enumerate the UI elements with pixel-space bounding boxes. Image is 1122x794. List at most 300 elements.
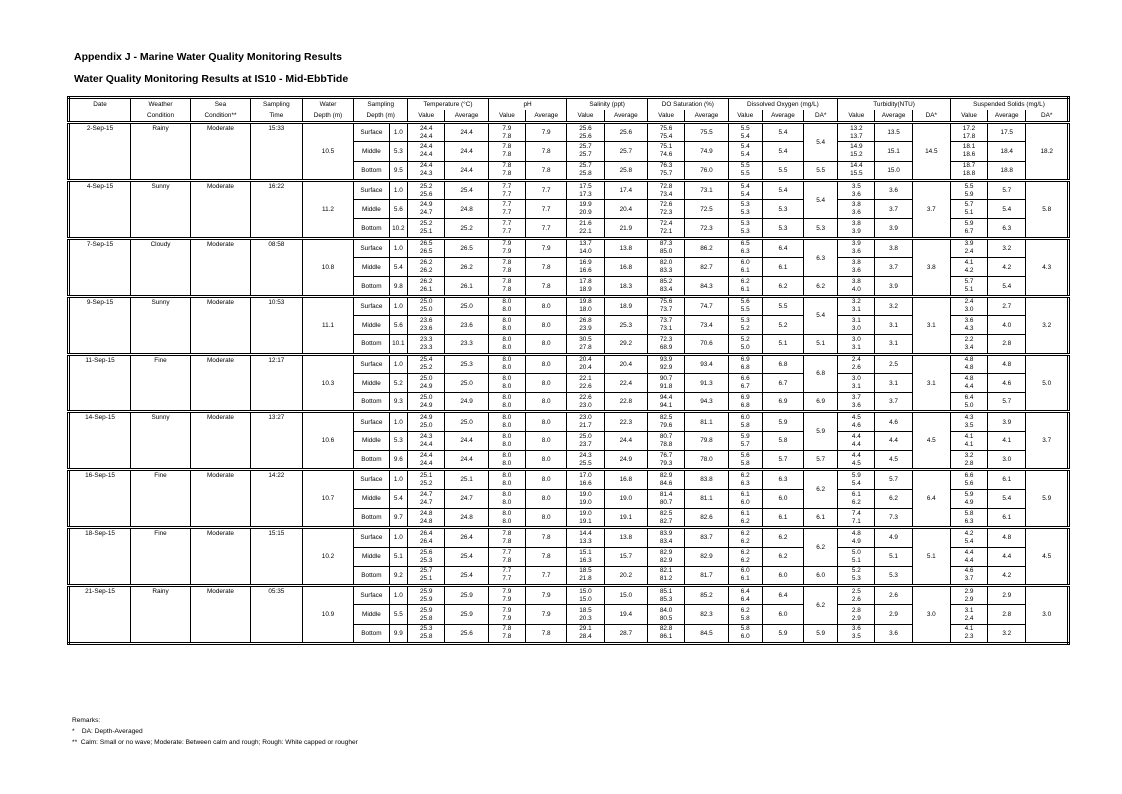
ph-values [488,315,525,334]
ph-values-reading-2: 8.0 [502,479,512,487]
turbidity-average: 3.8 [875,238,912,257]
dissolved-oxygen-da: 6.2 [804,470,838,509]
do-saturation-values-reading-1: 81.4 [659,490,673,498]
turbidity-values [838,586,875,605]
sampling-depth-cell: 1.0 [389,586,408,605]
salinity-values-reading-1: 16.9 [579,259,592,267]
do-saturation-values-reading-2: 82.7 [659,517,673,525]
do-saturation-values [648,624,685,643]
remarks-da-note: * DA: Depth-Averaged [72,728,143,735]
turbidity-values [838,161,875,180]
salinity-average: 18.9 [604,296,647,315]
dissolved-oxygen-da: 6.8 [804,354,838,393]
weather-cell: Rainy [131,586,191,644]
salinity-values-reading-2: 28.4 [579,633,592,641]
suspended-solids-average: 4.2 [988,258,1026,277]
salinity-values [567,451,604,470]
dissolved-oxygen-values-reading-2: 6.2 [740,556,750,564]
temperature-values-reading-2: 25.9 [419,595,433,603]
ph-average: 8.0 [525,412,566,431]
turbidity-values-reading-2: 15.5 [850,170,863,178]
sampling-level-cell: Surface [354,180,389,199]
sea-condition-cell: Moderate [191,586,251,644]
suspended-solids-values [950,605,987,624]
ph-values-reading-1: 8.0 [502,393,512,401]
sampling-level-cell: Middle [354,547,389,566]
do-saturation-values-reading-1: 82.0 [659,259,673,267]
ph-values-reading-1: 7.7 [502,220,512,228]
dissolved-oxygen-values [728,219,762,238]
ph-values-reading-2: 8.0 [502,422,512,430]
temperature-values-reading-2: 26.4 [419,537,433,545]
temperature-values [408,296,445,315]
suspended-solids-values [950,412,987,431]
sampling-level-cell: Bottom [354,508,389,527]
suspended-solids-values-reading-1: 4.3 [964,414,974,422]
suspended-solids-values-reading-1: 5.8 [964,509,974,517]
turbidity-values [838,354,875,373]
do-saturation-average: 81.1 [685,489,728,508]
do-saturation-values-reading-1: 72.3 [659,335,673,343]
sampling-depth-cell: 1.0 [389,238,408,257]
sampling-time-cell: 10:53 [250,296,302,354]
suspended-solids-values-reading-1: 4.1 [964,259,974,267]
suspended-solids-values-reading-1: 4.8 [964,375,974,382]
sampling-level-cell: Bottom [354,219,389,238]
suspended-solids-values [950,586,987,605]
sea-condition-cell: Moderate [191,354,251,412]
sampling-depth-cell: 5.3 [389,431,408,450]
turbidity-average: 3.9 [875,219,912,238]
turbidity-average: 4.4 [875,431,912,450]
temperature-values [408,393,445,412]
turbidity-values-reading-1: 3.7 [851,393,861,401]
salinity-values-reading-2: 19.1 [579,517,592,525]
dissolved-oxygen-da: 6.2 [804,586,838,625]
dissolved-oxygen-values [728,393,762,412]
do-saturation-values [648,508,685,527]
suspended-solids-values [950,258,987,277]
header-suspended-solids: Suspended Solids (mg/L) [950,98,1068,111]
sea-condition-cell: Moderate [191,412,251,470]
temperature-values-reading-2: 24.9 [419,383,433,390]
do-saturation-values-reading-1: 82.1 [659,567,673,575]
temperature-values [408,624,445,643]
temperature-values-reading-1: 25.7 [419,567,433,575]
ph-values [488,566,525,585]
do-saturation-values [648,258,685,277]
sampling-level-cell: Surface [354,470,389,489]
sampling-level-cell: Surface [354,586,389,605]
table-row [69,238,1069,257]
turbidity-da: 3.1 [912,354,950,412]
dissolved-oxygen-values [728,451,762,470]
salinity-values [567,489,604,508]
suspended-solids-values-reading-1: 4.4 [964,548,974,556]
do-saturation-average: 84.3 [685,277,728,296]
do-saturation-values [648,605,685,624]
suspended-solids-values [950,238,987,257]
salinity-values-reading-1: 20.4 [579,356,592,364]
suspended-solids-da: 4.5 [1026,528,1069,586]
dissolved-oxygen-values-reading-2: 5.3 [740,209,750,217]
temperature-average: 25.4 [445,547,488,566]
water-depth-cell: 10.7 [302,470,354,528]
sea-condition-cell: Moderate [191,123,251,181]
salinity-values-reading-2: 20.9 [579,209,592,217]
suspended-solids-values [950,354,987,373]
suspended-solids-values-reading-2: 4.1 [964,440,974,448]
do-saturation-average: 79.8 [685,431,728,450]
dissolved-oxygen-values-reading-2: 5.8 [740,422,750,430]
salinity-values-reading-2: 13.3 [579,537,592,545]
sampling-depth-cell: 5.4 [389,489,408,508]
suspended-solids-values-reading-1: 18.1 [962,143,976,151]
ph-average: 7.9 [525,123,566,142]
ph-values [488,161,525,180]
sampling-level-cell: Surface [354,354,389,373]
turbidity-values [838,238,875,257]
ph-average: 8.0 [525,354,566,373]
ph-values-reading-2: 7.9 [502,614,512,622]
temperature-values-reading-1: 24.3 [419,432,433,440]
date-cell: 9-Sep-15 [69,296,131,354]
temperature-values-reading-2: 25.3 [419,556,433,564]
suspended-solids-values [950,123,987,142]
dissolved-oxygen-values-reading-1: 6.2 [740,529,750,537]
suspended-solids-average: 3.2 [988,624,1026,643]
suspended-solids-values-reading-1: 17.2 [962,124,976,132]
salinity-values-reading-2: 16.6 [579,267,592,275]
sampling-level-cell: Middle [354,258,389,277]
do-saturation-values-reading-2: 72.1 [659,228,673,236]
do-saturation-values-reading-1: 87.3 [659,240,673,248]
table-row [69,586,1069,605]
date-cell: 7-Sep-15 [69,238,131,296]
ph-values-reading-2: 8.0 [502,401,512,409]
dissolved-oxygen-values [728,296,762,315]
dissolved-oxygen-values-reading-2: 5.5 [740,170,750,178]
dissolved-oxygen-values-reading-1: 6.4 [740,587,750,595]
ph-values [488,219,525,238]
dissolved-oxygen-average: 5.7 [762,451,803,470]
do-saturation-values-reading-2: 85.0 [659,248,673,256]
dissolved-oxygen-bottom-da: 6.9 [804,393,838,412]
temperature-values-reading-1: 26.2 [419,278,433,286]
table-row [69,354,1069,373]
do-saturation-values [648,451,685,470]
ph-values-reading-2: 8.0 [502,343,512,351]
turbidity-da: 3.0 [912,586,950,644]
turbidity-average: 2.5 [875,354,912,373]
salinity-values-reading-2: 21.7 [579,422,592,430]
suspended-solids-values [950,161,987,180]
ph-values-reading-1: 7.8 [502,143,512,151]
ph-values [488,605,525,624]
dissolved-oxygen-average: 5.8 [762,431,803,450]
do-saturation-average: 91.3 [685,373,728,392]
ph-values-reading-2: 7.8 [502,151,512,159]
salinity-values-reading-1: 26.8 [579,317,592,325]
temperature-average: 24.4 [445,123,488,142]
suspended-solids-average: 2.9 [988,586,1026,605]
do-saturation-average: 73.1 [685,180,728,199]
do-saturation-values-reading-2: 73.7 [659,306,673,314]
do-saturation-values-reading-2: 85.3 [659,595,673,603]
sampling-depth-cell: 1.0 [389,412,408,431]
temperature-values [408,547,445,566]
dissolved-oxygen-values-reading-2: 6.3 [740,479,750,487]
ph-values-reading-2: 7.8 [502,633,512,641]
do-saturation-values-reading-1: 85.1 [659,587,673,595]
dissolved-oxygen-values-reading-1: 5.2 [740,335,750,343]
turbidity-values-reading-1: 5.2 [851,567,861,575]
temperature-values-reading-2: 25.0 [419,422,433,430]
do-saturation-values-reading-2: 84.6 [659,479,673,487]
suspended-solids-values-reading-1: 2.4 [964,298,974,306]
suspended-solids-values-reading-2: 3.4 [964,343,974,351]
turbidity-values-reading-2: 3.6 [851,209,861,217]
dissolved-oxygen-bottom-da: 5.5 [804,161,838,180]
table-title: Water Quality Monitoring Results at IS10 - Mid-EbbTide [74,73,349,85]
ph-values [488,586,525,605]
suspended-solids-values-reading-2: 2.3 [964,633,974,641]
sampling-level-cell: Middle [354,489,389,508]
turbidity-values-reading-1: 4.8 [851,529,861,537]
turbidity-values-reading-2: 3.6 [851,401,861,409]
suspended-solids-values-reading-2: 3.7 [964,575,974,583]
suspended-solids-values [950,315,987,334]
salinity-values [567,624,604,643]
do-saturation-values [648,123,685,142]
sampling-depth-cell: 1.0 [389,180,408,199]
do-saturation-values-reading-2: 86.1 [659,633,673,641]
dissolved-oxygen-average: 6.2 [762,277,803,296]
dissolved-oxygen-values-reading-1: 6.0 [740,567,750,575]
do-saturation-values-reading-2: 80.7 [659,498,673,506]
dissolved-oxygen-values-reading-1: 6.6 [740,375,750,382]
ph-values-reading-2: 7.7 [502,209,512,217]
do-saturation-values [648,354,685,373]
suspended-solids-values-reading-1: 3.6 [964,317,974,325]
turbidity-values-reading-2: 7.1 [851,517,861,525]
salinity-values-reading-2: 23.0 [579,401,592,409]
ph-values [488,508,525,527]
suspended-solids-values-reading-1: 5.9 [964,490,974,498]
turbidity-values [838,566,875,585]
ph-values-reading-1: 8.0 [502,375,512,382]
temperature-values [408,161,445,180]
sampling-depth-cell: 9.7 [389,508,408,527]
ph-average: 7.8 [525,528,566,547]
temperature-average: 25.1 [445,470,488,489]
salinity-average: 19.4 [604,605,647,624]
ph-values-reading-1: 8.0 [502,432,512,440]
turbidity-values [838,508,875,527]
do-saturation-values-reading-1: 72.6 [659,201,673,209]
salinity-values [567,123,604,142]
temperature-values [408,566,445,585]
dissolved-oxygen-values-reading-1: 6.2 [740,548,750,556]
dissolved-oxygen-values-reading-1: 6.9 [740,393,750,401]
dissolved-oxygen-average: 6.0 [762,566,803,585]
ph-values-reading-2: 7.8 [502,537,512,545]
dissolved-oxygen-values-reading-1: 6.9 [740,356,750,364]
do-saturation-values-reading-2: 91.8 [659,383,673,390]
ph-average: 8.0 [525,508,566,527]
temperature-values [408,180,445,199]
suspended-solids-values-reading-2: 18.6 [962,151,976,159]
ph-average: 8.0 [525,451,566,470]
dissolved-oxygen-da: 5.9 [804,412,838,451]
temperature-values [408,219,445,238]
turbidity-average: 3.1 [875,373,912,392]
temperature-values-reading-1: 25.0 [419,393,433,401]
ph-values-reading-1: 7.8 [502,625,512,633]
do-saturation-average: 73.4 [685,315,728,334]
dissolved-oxygen-bottom-da: 6.1 [804,508,838,527]
suspended-solids-average: 5.4 [988,200,1026,219]
ph-average: 8.0 [525,393,566,412]
do-saturation-values-reading-1: 72.8 [659,182,673,190]
dissolved-oxygen-values [728,123,762,142]
salinity-values-reading-2: 18.0 [579,306,592,314]
suspended-solids-values [950,624,987,643]
turbidity-values-reading-1: 3.2 [851,298,861,306]
suspended-solids-values-reading-2: 4.2 [964,267,974,275]
dissolved-oxygen-values [728,373,762,392]
date-cell: 18-Sep-15 [69,528,131,586]
salinity-values [567,200,604,219]
do-saturation-average: 82.3 [685,605,728,624]
suspended-solids-values-reading-2: 4.8 [964,364,974,372]
header-value: Value [950,110,987,123]
dissolved-oxygen-values [728,354,762,373]
suspended-solids-values-reading-2: 5.0 [964,401,974,409]
temperature-values [408,489,445,508]
do-saturation-values-reading-1: 82.5 [659,414,673,422]
dissolved-oxygen-values [728,431,762,450]
do-saturation-values [648,566,685,585]
salinity-values [567,258,604,277]
dissolved-oxygen-values-reading-1: 5.4 [740,182,750,190]
do-saturation-average: 81.1 [685,412,728,431]
salinity-values-reading-2: 27.8 [579,343,592,351]
salinity-values [567,470,604,489]
suspended-solids-values-reading-1: 18.7 [962,162,976,170]
salinity-values-reading-1: 25.7 [579,143,592,151]
do-saturation-values-reading-2: 83.4 [659,537,673,545]
salinity-values-reading-1: 13.7 [579,240,592,248]
salinity-values-reading-2: 25.6 [579,132,592,140]
salinity-values-reading-2: 22.1 [579,228,592,236]
suspended-solids-da: 5.0 [1026,354,1069,412]
turbidity-values-reading-1: 7.4 [851,509,861,517]
temperature-values-reading-1: 25.9 [419,587,433,595]
ph-values [488,547,525,566]
ph-values-reading-2: 8.0 [502,325,512,333]
do-saturation-average: 81.7 [685,566,728,585]
salinity-average: 25.3 [604,315,647,334]
header-average: Average [604,110,647,123]
do-saturation-average: 82.9 [685,547,728,566]
salinity-values-reading-2: 16.6 [579,479,592,487]
do-saturation-values [648,219,685,238]
do-saturation-values-reading-2: 81.2 [659,575,673,583]
turbidity-values-reading-2: 3.1 [851,343,861,351]
header-value: Value [488,110,525,123]
salinity-values-reading-1: 18.5 [579,567,592,575]
turbidity-values [838,258,875,277]
suspended-solids-average: 4.8 [988,354,1026,373]
header-weather: Weather [131,98,191,111]
salinity-values-reading-1: 25.6 [579,124,592,132]
do-saturation-values [648,200,685,219]
dissolved-oxygen-average: 5.4 [762,180,803,199]
suspended-solids-values-reading-1: 5.9 [964,220,974,228]
dissolved-oxygen-da: 5.4 [804,180,838,219]
suspended-solids-values-reading-1: 3.1 [964,606,974,614]
temperature-values-reading-2: 25.2 [419,364,433,372]
sampling-level-cell: Bottom [354,566,389,585]
suspended-solids-values [950,373,987,392]
temperature-average: 24.4 [445,161,488,180]
ph-values [488,335,525,354]
dissolved-oxygen-values [728,258,762,277]
salinity-values-reading-2: 25.8 [579,170,592,178]
turbidity-values [838,219,875,238]
turbidity-average: 6.2 [875,489,912,508]
do-saturation-values [648,161,685,180]
suspended-solids-average: 18.8 [988,161,1026,180]
suspended-solids-values-reading-2: 3.5 [964,422,974,430]
do-saturation-values-reading-1: 76.7 [659,451,673,459]
do-saturation-average: 74.7 [685,296,728,315]
water-depth-cell: 11.2 [302,180,354,238]
dissolved-oxygen-values-reading-1: 5.3 [740,317,750,325]
do-saturation-values-reading-2: 83.3 [659,267,673,275]
dissolved-oxygen-values-reading-2: 6.1 [740,575,750,583]
suspended-solids-average: 2.8 [988,605,1026,624]
do-saturation-values-reading-2: 79.3 [659,459,673,467]
do-saturation-values-reading-2: 72.3 [659,209,673,217]
turbidity-values-reading-2: 3.6 [851,190,861,198]
ph-values [488,142,525,161]
salinity-values-reading-1: 19.0 [579,509,592,517]
turbidity-da: 3.1 [912,296,950,354]
water-depth-cell: 10.8 [302,238,354,296]
temperature-values [408,451,445,470]
dissolved-oxygen-average: 5.5 [762,296,803,315]
salinity-values [567,547,604,566]
results-table-wrapper [67,96,1070,645]
temperature-values-reading-2: 24.8 [419,517,433,525]
do-saturation-average: 83.8 [685,470,728,489]
suspended-solids-values [950,566,987,585]
temperature-values-reading-1: 25.1 [419,471,433,479]
table-row [69,296,1069,315]
do-saturation-average: 72.3 [685,219,728,238]
dissolved-oxygen-bottom-da: 6.0 [804,566,838,585]
turbidity-values-reading-2: 4.0 [851,286,861,294]
temperature-values-reading-1: 24.4 [419,162,433,170]
salinity-values-reading-2: 14.0 [579,248,592,256]
dissolved-oxygen-values-reading-2: 5.3 [740,228,750,236]
dissolved-oxygen-values [728,528,762,547]
do-saturation-average: 70.6 [685,335,728,354]
salinity-values-reading-2: 21.8 [579,575,592,583]
ph-values-reading-2: 7.7 [502,575,512,583]
